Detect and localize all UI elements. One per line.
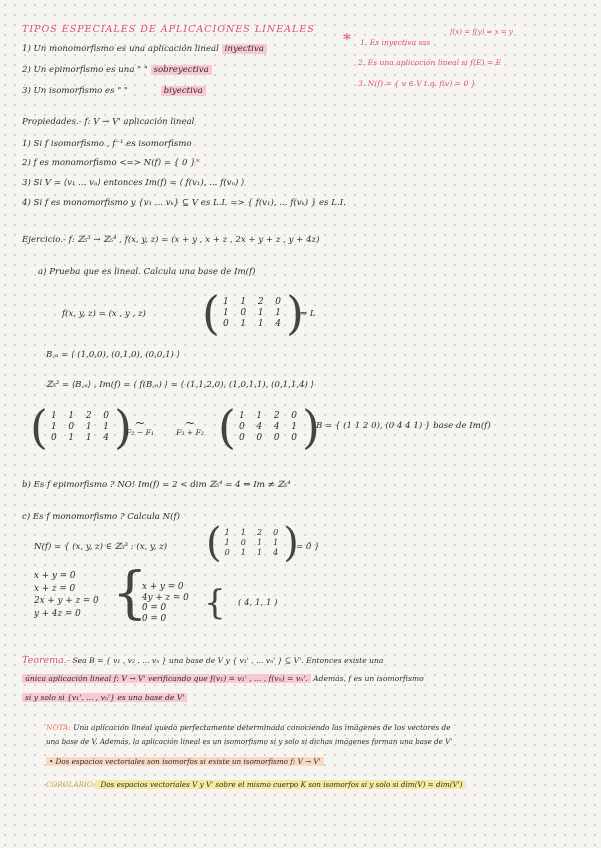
nucleo-left: N(f) = { (x, y, z) ∈ ℤ₅³ : (x, y, z) xyxy=(34,542,168,552)
section-title: TIPOS ESPECIALES DE APLICACIONES LINEALES xyxy=(22,24,315,35)
teorema-label: Teorema.- xyxy=(22,655,71,666)
imagen-generadores: ℤ₅³ = ⟨B꜀ₐ⟩ , Im(f) = ⟨ f(B꜀ₐ) ⟩ = ⟨ (1,1,2,0), (1,0,1,1), (0,1,1,4) ⟩ xyxy=(46,380,314,390)
base-imagen: B = { (1 1 2 0), (0 4 4 1) } base de Im(f) xyxy=(316,421,491,431)
teorema-line-2 xyxy=(22,674,424,683)
row-operation-2-symbol: ~ xyxy=(184,416,196,430)
side-note-star: * xyxy=(343,30,351,49)
system-2 xyxy=(142,582,189,624)
nota-line-1-text: Una aplicación lineal queda perfectamente determinada conociendo las imágenes de los vectores de xyxy=(70,723,451,732)
tipos-item-3 xyxy=(22,86,206,96)
matrix-a-row-3: 0 1 1 4 xyxy=(222,318,284,329)
matrix-b: ( 1 1 2 0 1 0 1 1 0 1 1 4 ) xyxy=(30,400,132,454)
nota-bullet-text: • Dos espacios vectoriales son isomorfos si existe un isomorfismo f: V → V' xyxy=(46,757,324,766)
matrix-d-row-2: 1 0 1 1 xyxy=(224,538,281,547)
system-1-eq-1: x + y = 0 xyxy=(34,571,76,581)
side-note-1-formula: f(x) = f(y) ⇒ x = y xyxy=(450,28,513,36)
tipos-item-1-term: inyectiva xyxy=(222,44,267,54)
tipos-item-3-text: 3) Un isomorfismo es " " xyxy=(22,86,128,96)
corolario xyxy=(46,780,465,789)
matrix-d-row-1: 1 1 2 0 xyxy=(224,528,281,537)
teorema-line-1-text: Sea B = { v₁ , v₂ , ... vₙ } una base de V y { v₁' , ... vₙ' } ⊆ V'. Entonces existe una xyxy=(72,656,384,665)
matrix-c-row-3: 0 0 0 0 xyxy=(238,432,300,443)
corolario-label: COROLARIO: xyxy=(46,780,96,789)
side-note-2: 2. Es una aplicación lineal si f(E) = E xyxy=(358,58,502,67)
ejercicio-a: a) Prueba que es lineal. Calcula una base de Im(f) xyxy=(38,267,256,277)
propiedad-2-text: 2) f es monomorfismo <=> N(f) = { 0 } xyxy=(22,158,196,168)
nota-label: NOTA: xyxy=(46,723,71,732)
system-2-eq-4: 0 = 0 xyxy=(142,613,167,624)
teorema-line-3 xyxy=(22,693,187,702)
matrix-a-row-2: 1 0 1 1 xyxy=(222,307,284,318)
nota-bullet xyxy=(46,757,324,766)
nota-line-2: una base de V. Además, la aplicación lineal es un isomorfismo si y solo si dichas imágenes forman una base de V' xyxy=(46,737,453,746)
propiedad-3: 3) Si V = ⟨v₁ ... vₙ⟩ entonces Im(f) = ⟨ f(v₁), ... f(vₙ) ⟩ xyxy=(22,178,245,188)
system-2-eq-1: x + y = 0 xyxy=(142,582,184,592)
tipos-item-2 xyxy=(22,65,212,75)
teorema-line-2-highlight: única aplicación lineal f: V → V' verificando que f(v₁) = v₁' , ... , f(vₙ) = vₙ'. xyxy=(22,674,311,683)
solution-brace-icon: { xyxy=(204,583,226,623)
system-2-eq-3: 0 = 0 xyxy=(142,603,167,613)
propiedad-4: 4) Si f es monomorfismo y {v₁ ... vₖ} ⊆ V es L.I. => { f(v₁), ... f(vₖ) } es L.I. xyxy=(22,198,346,208)
matrix-b-row-3: 0 1 1 4 xyxy=(50,432,112,443)
matrix-a-row-1: 1 1 2 0 xyxy=(222,296,284,307)
system-1-eq-3: 2x + y + z = 0 xyxy=(34,596,99,606)
system-2-eq-2: 4y + z = 0 xyxy=(142,592,189,603)
nota-line-1 xyxy=(46,723,451,732)
side-note-1: 1. Es inyectiva sss xyxy=(360,38,431,47)
system-1-eq-2: x + z = 0 xyxy=(34,583,76,594)
ejercicio-b: b) Es f epimorfismo ? NO! Im(f) = 2 < dim ℤ₅⁴ = 4 ⇒ Im ≠ ℤ₅⁴ xyxy=(22,480,291,490)
ejercicio-eq-right: ⇒ L xyxy=(300,309,316,319)
system-brace-icon: { xyxy=(112,561,148,626)
tipos-item-1 xyxy=(22,44,267,54)
row-operation-1-symbol: ~ xyxy=(134,416,146,430)
row-operation-2-label: F₃ + F₂ xyxy=(176,428,204,437)
propiedad-1: 1) Si f isomorfismo , f⁻¹ es isomorfismo xyxy=(22,139,192,149)
tipos-item-2-term: sobreyectiva xyxy=(151,65,212,75)
tipos-item-1-text: 1) Un monomorfismo es una aplicación lineal xyxy=(22,44,219,54)
ejercicio-heading: Ejercicio.- f: ℤ₅³ → ℤ₅⁴ , f(x, y, z) = (x + y , x + z , 2x + y + z , y + 4z) xyxy=(22,235,320,245)
matrix-b-row-2: 1 0 1 1 xyxy=(50,421,112,432)
matrix-a: ( 1 1 2 0 1 0 1 1 0 1 1 4 ) xyxy=(202,286,304,340)
nucleo-right: = 0̄ } xyxy=(296,542,320,552)
star-mark: * xyxy=(195,158,200,168)
system-1 xyxy=(34,570,99,620)
teorema-line-3-highlight: si y solo si {v₁', ... , vₙ'} es una base de V' xyxy=(22,693,187,702)
matrix-c-row-1: 1 1 2 0 xyxy=(238,410,300,421)
base-canonica: B꜀ₐ = ⟨ (1,0,0), (0,1,0), (0,0,1) ⟩ xyxy=(46,350,180,360)
side-note-3: 3. N(f) = { v ∈ V t.q. f(v) = 0 } xyxy=(358,79,476,88)
teorema-line-1 xyxy=(22,655,383,666)
matrix-c: ( 1 1 2 0 0 4 4 1 0 0 0 0 ) xyxy=(218,400,320,454)
ejercicio-eq-left: f(x, y, z) = (x , y , z) xyxy=(62,309,146,319)
matrix-d: ( 1 1 2 0 1 0 1 1 0 1 1 4 ) xyxy=(206,520,299,566)
tipos-item-3-term: biyectiva xyxy=(161,86,206,96)
propiedad-2 xyxy=(22,158,200,168)
ejercicio-c: c) Es f monomorfismo ? Calcula N(f) xyxy=(22,512,181,522)
row-operation-1 xyxy=(120,418,160,438)
tipos-item-2-text: 2) Un epimorfismo es una " " xyxy=(22,65,148,75)
matrix-d-row-3: 0 1 1 4 xyxy=(224,548,281,557)
nucleo-solution: ( 4, 1, 1 ) xyxy=(238,598,278,608)
system-1-eq-4: y + 4z = 0 xyxy=(34,608,81,619)
corolario-text: Dos espacios vectoriales V y V' sobre el mismo cuerpo K son isomorfos si y solo si dim(V) = dim(V') xyxy=(95,780,465,789)
matrix-b-row-1: 1 1 2 0 xyxy=(50,410,112,421)
teorema-line-2-tail: Además, f es un isomorfismo xyxy=(310,674,424,683)
row-operation-2 xyxy=(170,418,210,438)
propiedades-title: Propiedades.- f: V → V' aplicación lineal xyxy=(22,117,195,127)
row-operation-1-label: F₂ − F₁ xyxy=(126,428,154,437)
matrix-c-row-2: 0 4 4 1 xyxy=(238,421,300,432)
